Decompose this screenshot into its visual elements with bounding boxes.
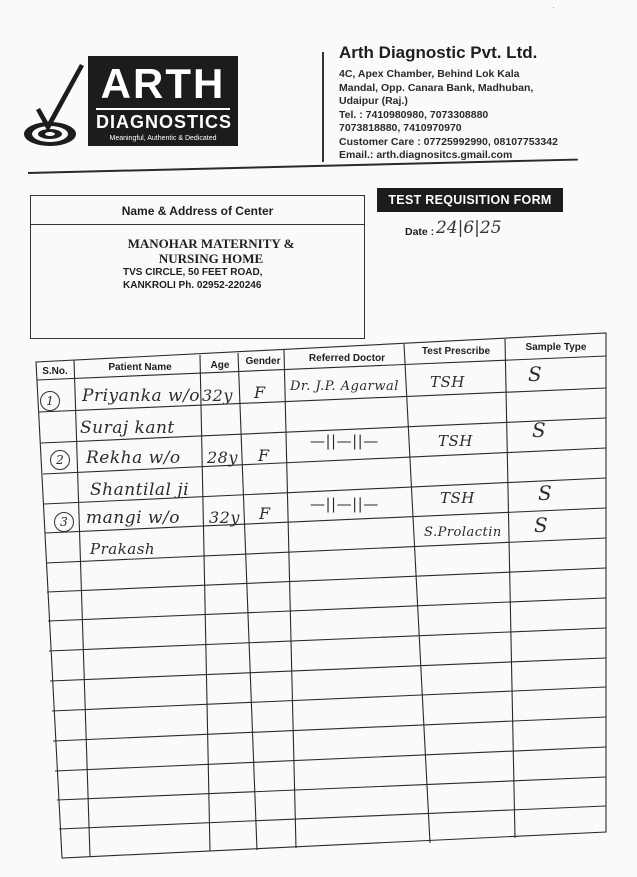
header-referred-doctor: Referred Doctor xyxy=(308,353,386,364)
center-address-box xyxy=(30,195,365,339)
sample-type-extra: S xyxy=(532,418,547,442)
serial-number: 1 xyxy=(40,391,60,411)
serial-number: 3 xyxy=(54,512,74,532)
company-name: Arth Diagnostic Pvt. Ltd. xyxy=(339,43,538,62)
test-prescribed: TSH xyxy=(440,489,475,507)
address-line: Udaipur (Raj.) xyxy=(339,95,408,107)
stamp-line: KANKROLI Ph. 02952-220246 xyxy=(123,280,262,291)
phone-line: Tel. : 7410980980, 7073308880 xyxy=(339,108,489,121)
form-title: TEST REQUISITION FORM xyxy=(377,188,563,212)
company-info xyxy=(339,42,599,163)
header-patient-name: Patient Name xyxy=(108,362,172,373)
patient-name: Rekha w/o xyxy=(86,448,181,468)
phone-line: 7073818880, 7410970970 xyxy=(339,122,462,134)
header-divider xyxy=(322,52,324,162)
test-prescribed-extra: S.Prolactin xyxy=(424,525,502,540)
customer-care-line: Customer Care : 07725992990, 08107753342 xyxy=(339,135,558,148)
serial-number: 2 xyxy=(50,450,70,470)
logo-word: ARTH xyxy=(100,60,226,107)
date-handwritten: 24|6|25 xyxy=(436,218,502,238)
paper-fleck: · xyxy=(552,2,555,12)
referred-doctor: Dr. J.P. Agarwal xyxy=(290,379,399,394)
patient-age: 28y xyxy=(207,448,238,467)
center-heading: Name & Address of Center xyxy=(31,196,364,225)
logo-box xyxy=(88,56,238,146)
logo-subtitle: DIAGNOSTICS xyxy=(96,108,230,132)
patient-gender: F xyxy=(259,504,271,523)
test-prescribed: TSH xyxy=(430,373,465,391)
test-prescribed: TSH xyxy=(438,432,473,450)
header-test-prescribe: Test Prescribe xyxy=(421,346,491,357)
date-label: Date : xyxy=(405,226,435,238)
stamp-line: MANOHAR MATERNITY & xyxy=(127,236,295,251)
center-stamp xyxy=(111,236,311,292)
header-sample-type: Sample Type xyxy=(525,342,587,353)
patient-gender: F xyxy=(258,446,270,465)
header-age: Age xyxy=(210,360,230,371)
patient-name: Priyanka w/o xyxy=(82,386,201,406)
header-gender: Gender xyxy=(245,356,281,367)
patient-gender: F xyxy=(254,383,266,402)
header-rule xyxy=(28,159,578,174)
patient-age: 32y xyxy=(202,386,233,405)
target-check-logo-icon xyxy=(22,62,94,154)
referred-doctor-ditto: —||—||— xyxy=(310,495,379,513)
patient-name: mangi w/o xyxy=(86,508,180,528)
patient-name-cont: Suraj kant xyxy=(80,418,175,438)
patient-age: 32y xyxy=(209,508,240,527)
sample-type: S xyxy=(538,481,553,505)
logo-tagline: Meaningful, Authentic & Dedicated xyxy=(109,135,217,142)
sample-type: S xyxy=(528,362,543,386)
email-line: Email.: arth.diagnositcs.gmail.com xyxy=(339,149,513,161)
address-line: Mandal, Opp. Canara Bank, Madhuban, xyxy=(339,81,534,94)
stamp-line: NURSING HOME xyxy=(158,251,264,266)
patient-name-cont: Shantilal ji xyxy=(90,480,190,500)
sample-type-extra: S xyxy=(534,513,549,537)
stamp-line: TVS CIRCLE, 50 FEET ROAD, xyxy=(123,267,263,278)
referred-doctor-ditto: —||—||— xyxy=(310,432,379,450)
address-line: 4C, Apex Chamber, Behind Lok Kala xyxy=(339,68,520,80)
patient-name-cont: Prakash xyxy=(90,540,156,558)
header-sno: S.No. xyxy=(42,366,68,377)
